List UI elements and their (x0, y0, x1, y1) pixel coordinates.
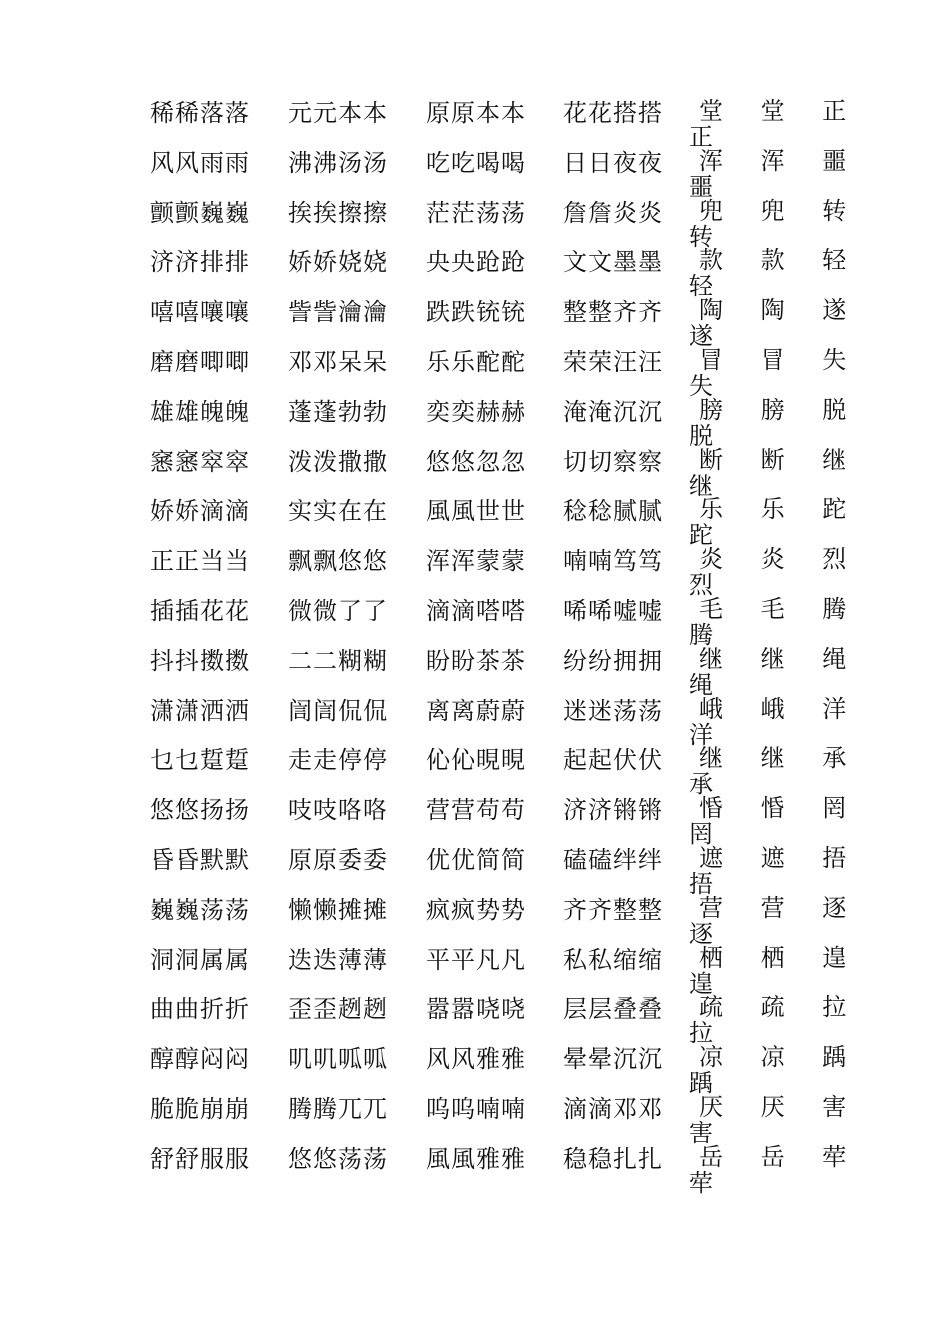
word-cell: 歪歪趔趔 (288, 995, 388, 1024)
word-cell: 插插花花 (150, 596, 250, 625)
clipped-char-text: 腾 (689, 620, 713, 649)
word-cell: 娇娇娆娆 (288, 248, 388, 277)
word-row (150, 690, 862, 749)
overflow-word-text: 继 继 承 (699, 744, 862, 773)
word-cell: 文文墨墨 (563, 248, 663, 277)
word-cell: 二二糊糊 (288, 646, 388, 675)
word-cell: 起起伏伏 (563, 746, 663, 775)
clipped-char (689, 222, 729, 251)
overflow-word-column (689, 540, 862, 600)
clipped-char (689, 969, 729, 998)
word-cell: 挨挨擦擦 (288, 198, 388, 227)
word-cell: 伈伈晛晛 (426, 746, 526, 775)
overflow-word-text: 乐 乐 跎 (699, 495, 862, 524)
overflow-word-column (689, 640, 862, 699)
overflow-word-column (689, 939, 862, 998)
clipped-char-text: 洋 (689, 720, 713, 749)
overflow-word-column (689, 988, 862, 1048)
word-cell: 蓬蓬勃勃 (288, 397, 388, 426)
word-cell: 乐乐酡酡 (426, 347, 526, 376)
overflow-word-column (689, 1138, 862, 1197)
overflow-word-column (689, 590, 862, 649)
overflow-word-text: 冒 冒 失 (699, 345, 862, 374)
clipped-char-text: 转 (689, 222, 713, 251)
overflow-word-text: 断 断 继 (699, 445, 862, 474)
overflow-word-column (689, 291, 862, 351)
word-cell: 悠悠荡荡 (288, 1144, 388, 1173)
clipped-char-text: 遑 (689, 969, 713, 998)
overflow-word-column (689, 1088, 862, 1147)
clipped-char (689, 1168, 729, 1197)
word-cell: 切切察察 (563, 447, 663, 476)
clipped-char (689, 520, 729, 550)
word-cell: 舒舒服服 (150, 1144, 250, 1173)
word-cell: 邓邓呆呆 (288, 347, 388, 376)
word-cell: 訾訾瀹瀹 (288, 298, 388, 327)
clipped-char-text: 噩 (689, 172, 713, 201)
clipped-char (689, 421, 729, 450)
word-cell: 疯疯势势 (426, 895, 526, 924)
word-cell: 雄雄魄魄 (150, 397, 250, 426)
overflow-word-column (689, 441, 862, 500)
word-cell: 訚訚侃侃 (288, 696, 388, 725)
word-cell: 窸窸窣窣 (150, 447, 250, 476)
overflow-word-column (689, 341, 862, 400)
word-cell: 稳稳扎扎 (563, 1144, 663, 1173)
clipped-char (689, 869, 729, 898)
word-cell: 日日夜夜 (563, 148, 663, 177)
clipped-char-text: 罔 (689, 820, 713, 849)
word-cell: 跌跌铳铳 (426, 298, 526, 327)
word-cell: 稀稀落落 (150, 99, 250, 127)
word-cell: 优优简简 (426, 845, 526, 874)
word-cell: 嚣嚣哓哓 (426, 995, 526, 1024)
word-cell: 颤颤巍巍 (150, 198, 250, 227)
word-cell: 茫茫荡荡 (426, 198, 526, 227)
clipped-char (689, 620, 729, 649)
word-cell: 吃吃喝喝 (426, 148, 526, 177)
word-cell: 原原委委 (288, 845, 388, 874)
overflow-word-column (689, 739, 862, 799)
clipped-char (689, 1068, 729, 1098)
word-cell: 奕奕赫赫 (426, 397, 526, 426)
word-cell: 迭迭薄薄 (288, 945, 388, 974)
overflow-word-text: 兜 兜 转 (699, 196, 862, 225)
clipped-char-text: 脱 (689, 421, 713, 450)
word-cell: 沸沸汤汤 (288, 148, 388, 177)
word-row (150, 640, 862, 699)
word-cell: 腾腾兀兀 (288, 1094, 388, 1123)
clipped-char-text: 踽 (689, 1069, 713, 1098)
word-cell: 济济排排 (150, 248, 250, 277)
word-cell: 飘飘悠悠 (288, 547, 388, 576)
overflow-word-text: 堂 堂 正 (699, 97, 862, 125)
word-cell: 巍巍荡荡 (150, 895, 250, 924)
clipped-char-text: 拉 (689, 1019, 713, 1048)
clipped-char (689, 371, 729, 400)
word-cell: 吱吱咯咯 (288, 796, 388, 825)
word-row (150, 391, 862, 450)
word-cell: 洞洞属属 (150, 945, 250, 974)
overflow-word-text: 栖 栖 遑 (699, 943, 862, 972)
word-cell: 脆脆崩崩 (150, 1094, 250, 1123)
word-cell: 央央跄跄 (426, 248, 526, 277)
clipped-char (689, 122, 729, 151)
word-cell: 昏昏默默 (150, 845, 250, 874)
word-cell: 悠悠扬扬 (150, 796, 250, 825)
overflow-word-text: 营 营 逐 (699, 893, 862, 922)
word-cell: 营营苟苟 (426, 796, 526, 825)
word-cell: 盼盼茶茶 (426, 646, 526, 675)
clipped-char-text: 承 (689, 770, 713, 799)
clipped-char-text: 遂 (689, 322, 713, 351)
clipped-char-text: 继 (689, 471, 713, 500)
word-row (150, 590, 862, 649)
overflow-word-text: 厌 厌 害 (699, 1092, 862, 1121)
overflow-word-column (689, 241, 862, 301)
word-cell: 風風世世 (426, 497, 526, 526)
clipped-char (689, 321, 729, 351)
word-cell: 抖抖擞擞 (150, 646, 250, 675)
word-cell: 济济锵锵 (563, 796, 663, 825)
word-cell: 私私缩缩 (563, 945, 663, 974)
word-row (150, 889, 862, 948)
clipped-char-text: 烈 (689, 571, 713, 600)
clipped-char (689, 819, 729, 849)
clipped-char (689, 769, 729, 799)
clipped-char (689, 471, 729, 500)
overflow-word-column (689, 92, 862, 151)
word-row (150, 192, 862, 251)
word-cell: 稔稔腻腻 (563, 497, 663, 526)
overflow-word-column (689, 839, 862, 898)
word-cell: 呜呜喃喃 (426, 1094, 526, 1123)
word-cell: 原原本本 (426, 99, 526, 127)
clipped-char (689, 172, 729, 201)
word-cell: 风风雅雅 (426, 1045, 526, 1074)
overflow-word-column (689, 391, 862, 450)
clipped-char-text: 失 (689, 371, 713, 400)
overflow-word-text: 膀 膀 脱 (699, 395, 862, 424)
word-row (150, 1038, 862, 1098)
word-cell: 滴滴邓邓 (563, 1094, 663, 1123)
word-cell: 潇潇洒洒 (150, 696, 250, 725)
word-row (150, 1088, 862, 1147)
overflow-word-text: 凉 凉 踽 (699, 1043, 862, 1072)
word-cell: 風風雅雅 (426, 1144, 526, 1173)
word-row (150, 490, 862, 550)
word-cell: 正正当当 (150, 547, 250, 576)
word-cell: 嘻嘻嚷嚷 (150, 298, 250, 327)
word-cell: 齐齐整整 (563, 895, 663, 924)
overflow-word-text: 毛 毛 腾 (699, 594, 862, 623)
clipped-char-text: 捂 (689, 869, 713, 898)
word-cell: 曲曲折折 (150, 995, 250, 1024)
overflow-word-text: 岳 岳 荦 (699, 1142, 862, 1171)
word-cell: 平平凡凡 (426, 945, 526, 974)
word-cell: 实实在在 (288, 497, 388, 526)
word-row (150, 1138, 862, 1197)
clipped-char (689, 919, 729, 948)
word-cell: 元元本本 (288, 99, 388, 127)
word-cell: 风风雨雨 (150, 148, 250, 177)
word-row (150, 789, 862, 849)
clipped-char-text: 荦 (689, 1168, 713, 1197)
word-cell: 层层叠叠 (563, 995, 663, 1024)
word-row (150, 939, 862, 998)
overflow-word-column (689, 1038, 862, 1098)
word-cell: 醇醇闷闷 (150, 1045, 250, 1074)
clipped-char (689, 1018, 729, 1048)
word-row (150, 241, 862, 301)
clipped-char-text: 跎 (689, 521, 713, 550)
clipped-char-text: 逐 (689, 919, 713, 948)
word-cell: 纷纷拥拥 (563, 646, 663, 675)
overflow-word-column (689, 142, 862, 201)
word-cell: 磨磨唧唧 (150, 347, 250, 376)
overflow-word-text: 惛 惛 罔 (699, 794, 862, 823)
clipped-char (689, 570, 729, 600)
word-row (150, 341, 862, 400)
word-cell: 娇娇滴滴 (150, 497, 250, 526)
word-row (150, 441, 862, 500)
word-cell: 詹詹炎炎 (563, 198, 663, 227)
overflow-word-text: 款 款 轻 (699, 246, 862, 275)
word-cell: 微微了了 (288, 596, 388, 625)
reduplicated-word-table (150, 92, 862, 1197)
overflow-word-column (689, 690, 862, 749)
word-cell: 泼泼撒撒 (288, 447, 388, 476)
word-cell: 晕晕沉沉 (563, 1045, 663, 1074)
clipped-char-text: 轻 (689, 272, 713, 301)
word-cell: 迷迷荡荡 (563, 696, 663, 725)
word-cell: 花花搭搭 (563, 99, 663, 127)
word-cell: 走走停停 (288, 746, 388, 775)
word-cell: 淹淹沉沉 (563, 397, 663, 426)
overflow-word-text: 陶 陶 遂 (699, 296, 862, 325)
word-cell: 浑浑蒙蒙 (426, 547, 526, 576)
word-cell: 唏唏嘘嘘 (563, 596, 663, 625)
word-cell: 喃喃笃笃 (563, 547, 663, 576)
overflow-word-text: 炎 炎 烈 (699, 545, 862, 574)
word-cell: 离离蔚蔚 (426, 696, 526, 725)
word-cell: 乜乜踅踅 (150, 746, 250, 775)
clipped-char (689, 1118, 729, 1147)
overflow-word-column (689, 789, 862, 849)
word-cell: 叽叽呱呱 (288, 1045, 388, 1074)
overflow-word-text: 峨 峨 洋 (699, 694, 862, 723)
word-cell: 整整齐齐 (563, 298, 663, 327)
overflow-word-column (689, 889, 862, 948)
overflow-word-column (689, 490, 862, 550)
word-cell: 荣荣汪汪 (563, 347, 663, 376)
clipped-char (689, 720, 729, 749)
overflow-word-text: 遮 遮 捂 (699, 843, 862, 872)
overflow-word-text: 继 继 绳 (699, 644, 862, 673)
word-cell: 悠悠忽忽 (426, 447, 526, 476)
word-row (150, 739, 862, 799)
clipped-char (689, 670, 729, 699)
word-cell: 滴滴嗒嗒 (426, 596, 526, 625)
word-row (150, 291, 862, 351)
word-row (150, 540, 862, 600)
clipped-char-text: 绳 (689, 670, 713, 699)
overflow-word-column (689, 192, 862, 251)
clipped-char-text: 正 (689, 123, 713, 151)
word-cell: 懒懒摊摊 (288, 895, 388, 924)
clipped-char-text: 害 (689, 1118, 713, 1147)
word-row (150, 988, 862, 1048)
word-row (150, 142, 862, 201)
word-row (150, 92, 862, 151)
word-row (150, 839, 862, 898)
word-cell: 磕磕绊绊 (563, 845, 663, 874)
overflow-word-text: 疏 疏 拉 (699, 993, 862, 1022)
overflow-word-text: 浑 浑 噩 (699, 146, 862, 175)
clipped-char (689, 271, 729, 301)
